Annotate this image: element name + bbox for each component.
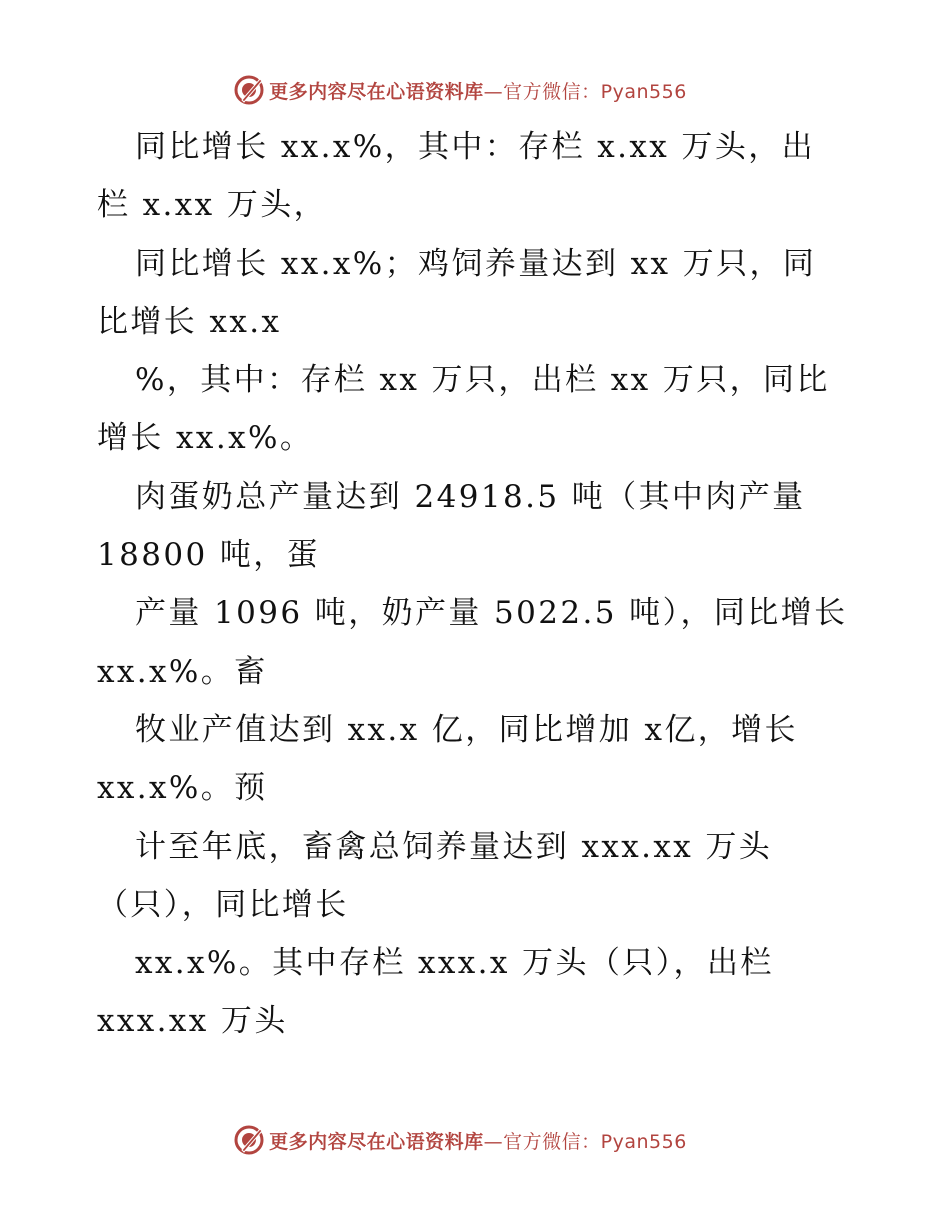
watermark-header (0, 70, 950, 110)
text-line: xx.x%。畜 (97, 653, 268, 690)
pen-logo-icon (233, 1124, 265, 1156)
text-line: 18800 吨，蛋 (97, 537, 321, 574)
text-line: （只），同比增长 (97, 886, 349, 923)
watermark-wechat: 官方微信：Pyan556 (503, 1130, 687, 1153)
text-line: 比增长 xx.x (97, 303, 282, 340)
text-line: 产量 1096 吨，奶产量 5022.5 吨），同比增长 (135, 595, 848, 632)
watermark-wechat: 官方微信：Pyan556 (503, 80, 687, 103)
watermark-main: 更多内容尽在心语资料库 (269, 80, 484, 103)
text-line: 同比增长 xx.x%，其中：存栏 x.xx 万头，出 (135, 129, 816, 165)
watermark-text (269, 1127, 687, 1154)
text-line: 增长 xx.x%。 (97, 420, 314, 457)
watermark-text (269, 77, 687, 104)
text-line: xx.x%。预 (97, 770, 268, 807)
watermark-main: 更多内容尽在心语资料库 (269, 1130, 484, 1153)
text-line: 同比增长 xx.x%；鸡饲养量达到 xx 万只，同 (135, 245, 817, 282)
text-line: 牧业产值达到 xx.x 亿，同比增加 x亿，增长 (135, 711, 798, 748)
text-line: 肉蛋奶总产量达到 24918.5 吨（其中肉产量 (135, 478, 806, 515)
watermark-dash: — (483, 1130, 504, 1153)
document-body (97, 118, 897, 1051)
text-line: xx.x%。其中存栏 xxx.x 万头（只），出栏 (135, 945, 774, 982)
watermark-footer (0, 1120, 950, 1160)
watermark-dash: — (483, 80, 504, 103)
text-line: 栏 x.xx 万头， (97, 187, 328, 224)
text-line: xxx.xx 万头 (97, 1003, 288, 1040)
text-line: 计至年底，畜禽总饲养量达到 xxx.xx 万头 (135, 828, 773, 865)
text-line: %，其中：存栏 xx 万只，出栏 xx 万只，同比 (135, 362, 830, 399)
pen-logo-icon (233, 74, 265, 106)
